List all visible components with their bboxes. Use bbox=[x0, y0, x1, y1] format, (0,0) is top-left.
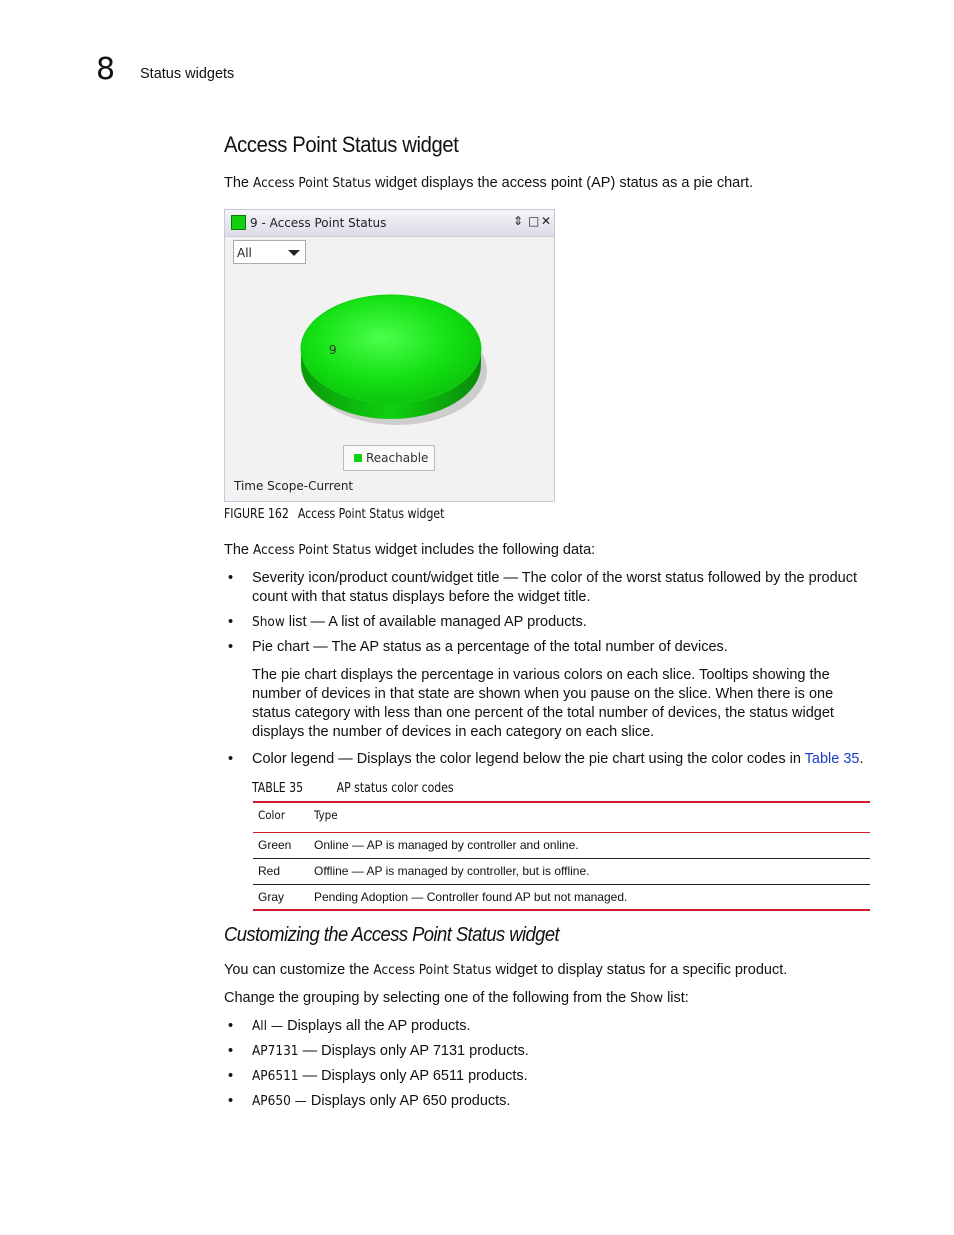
pie-chart bbox=[225, 277, 554, 447]
figure-label: FIGURE 162 bbox=[224, 506, 289, 522]
pie-slice-reachable bbox=[301, 295, 481, 403]
show-options-list bbox=[224, 1017, 824, 1111]
list-item: • Color legend — Displays the color legend below the pie chart using the color codes in Table 35. bbox=[228, 751, 864, 767]
chart-legend bbox=[343, 445, 435, 471]
widget-body bbox=[225, 237, 554, 501]
header-color: Color bbox=[253, 802, 314, 832]
list-item: • AP6511 — Displays only AP 6511 products. bbox=[228, 1068, 528, 1084]
grouping-paragraph: Change the grouping by selecting one of the following from the Show list: bbox=[224, 990, 689, 1006]
color-codes-table bbox=[253, 801, 870, 911]
close-icon[interactable]: ✕ bbox=[541, 214, 552, 228]
section-intro: The Access Point Status widget displays the access point (AP) status as a pie chart. bbox=[224, 175, 754, 191]
legend-bullet-list bbox=[224, 750, 884, 769]
chapter-number: 8 bbox=[96, 52, 116, 87]
pie-data-label: 9 bbox=[329, 343, 337, 357]
figure-caption bbox=[224, 506, 444, 522]
access-point-status-widget bbox=[224, 209, 555, 502]
maximize-icon[interactable]: □ bbox=[528, 214, 540, 228]
list-item: • All — Displays all the AP products. bbox=[228, 1018, 471, 1034]
show-select-value: All bbox=[237, 246, 252, 260]
severity-icon bbox=[231, 215, 246, 230]
list-item: • Pie chart — The AP status as a percentage of the total number of devices. bbox=[228, 639, 728, 655]
includes-paragraph: The Access Point Status widget includes the following data: bbox=[224, 542, 596, 558]
table-row: Green Online — AP is managed by controller and online. bbox=[253, 832, 870, 858]
section-title: Access Point Status widget bbox=[224, 132, 459, 157]
list-item: • Show list — A list of available managed AP products. bbox=[228, 614, 587, 630]
list-item: • AP650 — Displays only AP 650 products. bbox=[228, 1093, 511, 1109]
table-label: TABLE 35 bbox=[252, 780, 304, 796]
header-type: Type bbox=[314, 802, 870, 832]
collapse-icon[interactable]: ⇕ bbox=[513, 214, 524, 228]
pie-detail-paragraph: The pie chart displays the percentage in various colors on each slice. Tooltips showing the number of devices in that state are shown when you pause on the slice. When there is one status category with less than one percent of the total number of devices, the status widget displays the number of devices in each category on each slice. bbox=[252, 667, 834, 740]
customize-paragraph: You can customize the Access Point Status widget to display status for a specific product. bbox=[224, 962, 788, 978]
time-scope: Time Scope-Current bbox=[234, 479, 354, 493]
chevron-down-icon bbox=[288, 250, 300, 256]
figure-caption-text: Access Point Status widget bbox=[297, 506, 445, 522]
widget-title: 9 - Access Point Status bbox=[250, 216, 387, 230]
legend-swatch bbox=[354, 454, 362, 462]
table-header-row bbox=[253, 802, 870, 832]
data-bullet-list bbox=[224, 569, 874, 657]
list-item: • AP7131 — Displays only AP 7131 products. bbox=[228, 1043, 529, 1059]
table-35-link[interactable]: Table 35 bbox=[804, 751, 860, 767]
table-row: Red Offline — AP is managed by controller, but is offline. bbox=[253, 858, 870, 884]
list-item: • Severity icon/product count/widget title — The color of the worst status followed by the product count with that status displays before the widget title. bbox=[228, 570, 858, 605]
subsection-title: Customizing the Access Point Status widget bbox=[224, 924, 560, 946]
chapter-title: Status widgets bbox=[140, 66, 235, 82]
table-caption-text: AP status color codes bbox=[336, 780, 454, 796]
widget-title-bar[interactable] bbox=[225, 210, 554, 237]
table-row: Gray Pending Adoption — Controller found AP but not managed. bbox=[253, 884, 870, 910]
table-caption bbox=[252, 780, 454, 796]
show-select[interactable] bbox=[233, 240, 306, 264]
legend-label: Reachable bbox=[366, 451, 429, 465]
